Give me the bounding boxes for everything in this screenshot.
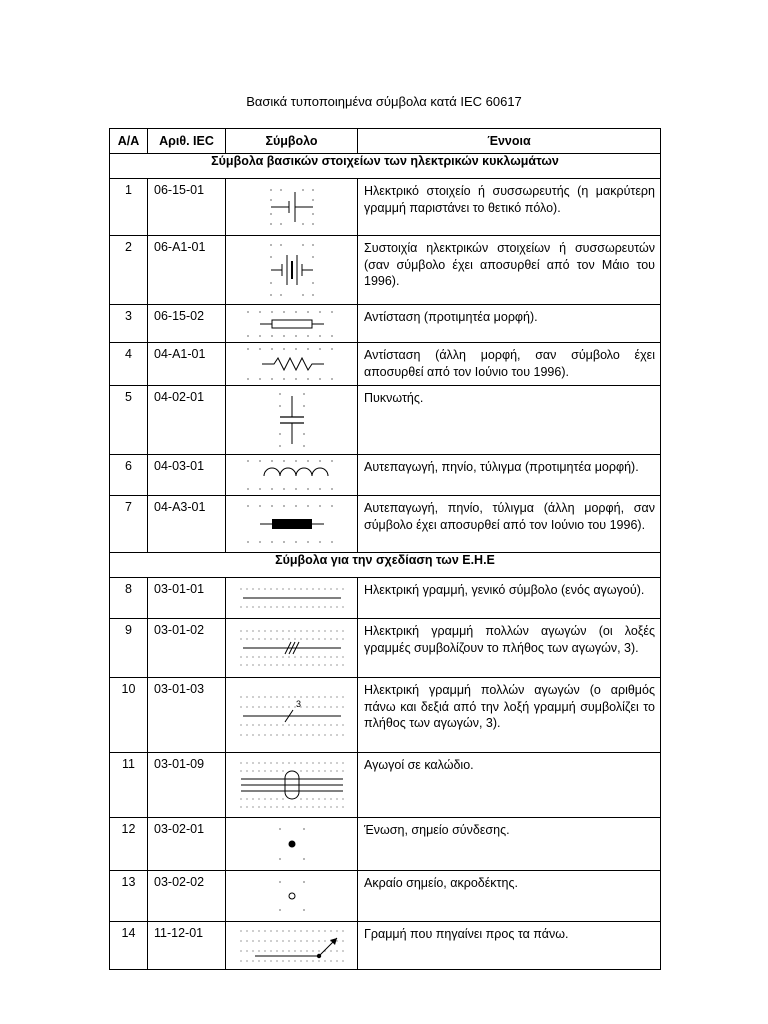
- cable-icon: [237, 757, 347, 813]
- row-aa: 11: [110, 753, 148, 818]
- row-code: 04-02-01: [148, 386, 226, 455]
- capacitor-icon: [262, 388, 322, 452]
- row-code: 11-12-01: [148, 922, 226, 970]
- cell-icon: [257, 182, 327, 232]
- table-row: [110, 179, 661, 236]
- row-desc: Ηλεκτρική γραμμή, γενικό σύμβολο (ενός αγωγού).: [358, 578, 661, 619]
- row-code: 03-01-03: [148, 678, 226, 753]
- row-desc: Πυκνωτής.: [358, 386, 661, 455]
- header-row: [110, 129, 661, 154]
- line-icon: [237, 583, 347, 613]
- row-desc: Συστοιχία ηλεκτρικών στοιχείων ή συσσωρευτών (σαν σύμβολο έχει αποσυρθεί από τον Μάιο του 1996).: [358, 236, 661, 305]
- row-aa: 6: [110, 455, 148, 496]
- row-code: 06-A1-01: [148, 236, 226, 305]
- table-row: [110, 496, 661, 553]
- header-symbol: Σύμβολο: [226, 129, 358, 154]
- resistor-box-icon: [242, 308, 342, 340]
- conductor-count-label: 3: [295, 699, 301, 709]
- line-upwards-icon: [237, 925, 347, 967]
- table-row: [110, 386, 661, 455]
- section-row: [110, 154, 661, 179]
- row-desc: Ηλεκτρικό στοιχείο ή συσσωρευτής (η μακρύτερη γραμμή παριστάνει το θετικό πόλο).: [358, 179, 661, 236]
- row-code: 06-15-01: [148, 179, 226, 236]
- battery-icon: [257, 239, 327, 301]
- table-row: [110, 619, 661, 678]
- table-row: [110, 818, 661, 871]
- multiline-slash-icon: [237, 625, 347, 671]
- row-code: 04-03-01: [148, 455, 226, 496]
- terminal-icon: [272, 874, 312, 918]
- row-aa: 14: [110, 922, 148, 970]
- header-meaning: Έννοια: [358, 129, 661, 154]
- symbols-table: [109, 128, 661, 970]
- row-code: 04-A3-01: [148, 496, 226, 553]
- row-desc: Αγωγοί σε καλώδιο.: [358, 753, 661, 818]
- row-code: 03-01-01: [148, 578, 226, 619]
- row-desc: Αντίσταση (προτιμητέα μορφή).: [358, 305, 661, 343]
- table-row: [110, 578, 661, 619]
- row-code: 03-02-01: [148, 818, 226, 871]
- table-row: [110, 753, 661, 818]
- resistor-zigzag-icon: [242, 345, 342, 383]
- row-aa: 8: [110, 578, 148, 619]
- row-code: 03-01-02: [148, 619, 226, 678]
- row-desc: Αυτεπαγωγή, πηνίο, τύλιγμα (άλλη μορφή, σαν σύμβολο έχει αποσυρθεί από τον Ιούνιο του 1996).: [358, 496, 661, 553]
- row-desc: Ηλεκτρική γραμμή πολλών αγωγών (ο αριθμός πάνω και δεξιά από την λοξή γραμμή συμβολίζει το πλήθος των αγωγών, 3).: [358, 678, 661, 753]
- inductor-filled-icon: [242, 500, 342, 548]
- row-aa: 10: [110, 678, 148, 753]
- row-desc: Γραμμή που πηγαίνει προς τα πάνω.: [358, 922, 661, 970]
- row-aa: 5: [110, 386, 148, 455]
- row-aa: 12: [110, 818, 148, 871]
- table-row: [110, 922, 661, 970]
- table-row: [110, 678, 661, 753]
- row-aa: 7: [110, 496, 148, 553]
- table-row: [110, 871, 661, 922]
- section-title: Σύμβολα βασικών στοιχείων των ηλεκτρικών κυκλωμάτων: [110, 154, 661, 179]
- row-aa: 1: [110, 179, 148, 236]
- row-aa: 2: [110, 236, 148, 305]
- table-row: [110, 305, 661, 343]
- row-aa: 3: [110, 305, 148, 343]
- row-desc: Ακραίο σημείο, ακροδέκτης.: [358, 871, 661, 922]
- section-row: [110, 553, 661, 578]
- row-aa: 9: [110, 619, 148, 678]
- header-iec: Αριθ. IEC: [148, 129, 226, 154]
- row-code: 03-02-02: [148, 871, 226, 922]
- table-row: [110, 343, 661, 386]
- junction-dot-icon: [272, 821, 312, 867]
- row-desc: Αυτεπαγωγή, πηνίο, τύλιγμα (προτιμητέα μορφή).: [358, 455, 661, 496]
- row-desc: Ένωση, σημείο σύνδεσης.: [358, 818, 661, 871]
- row-aa: 4: [110, 343, 148, 386]
- multiline-number-icon: [237, 685, 347, 745]
- row-code: 06-15-02: [148, 305, 226, 343]
- row-desc: Αντίσταση (άλλη μορφή, σαν σύμβολο έχει αποσυρθεί από τον Ιούνιο του 1996).: [358, 343, 661, 386]
- row-desc: Ηλεκτρική γραμμή πολλών αγωγών (οι λοξές γραμμές συμβολίζουν το πλήθος των αγωγών, 3).: [358, 619, 661, 678]
- table-row: [110, 236, 661, 305]
- table-row: [110, 455, 661, 496]
- page-title: Βασικά τυποποιημένα σύμβολα κατά IEC 60617: [246, 94, 522, 109]
- row-code: 03-01-09: [148, 753, 226, 818]
- inductor-icon: [242, 457, 342, 493]
- header-aa: Α/Α: [110, 129, 148, 154]
- row-aa: 13: [110, 871, 148, 922]
- section-title: Σύμβολα για την σχεδίαση των Ε.Η.Ε: [110, 553, 661, 578]
- row-code: 04-A1-01: [148, 343, 226, 386]
